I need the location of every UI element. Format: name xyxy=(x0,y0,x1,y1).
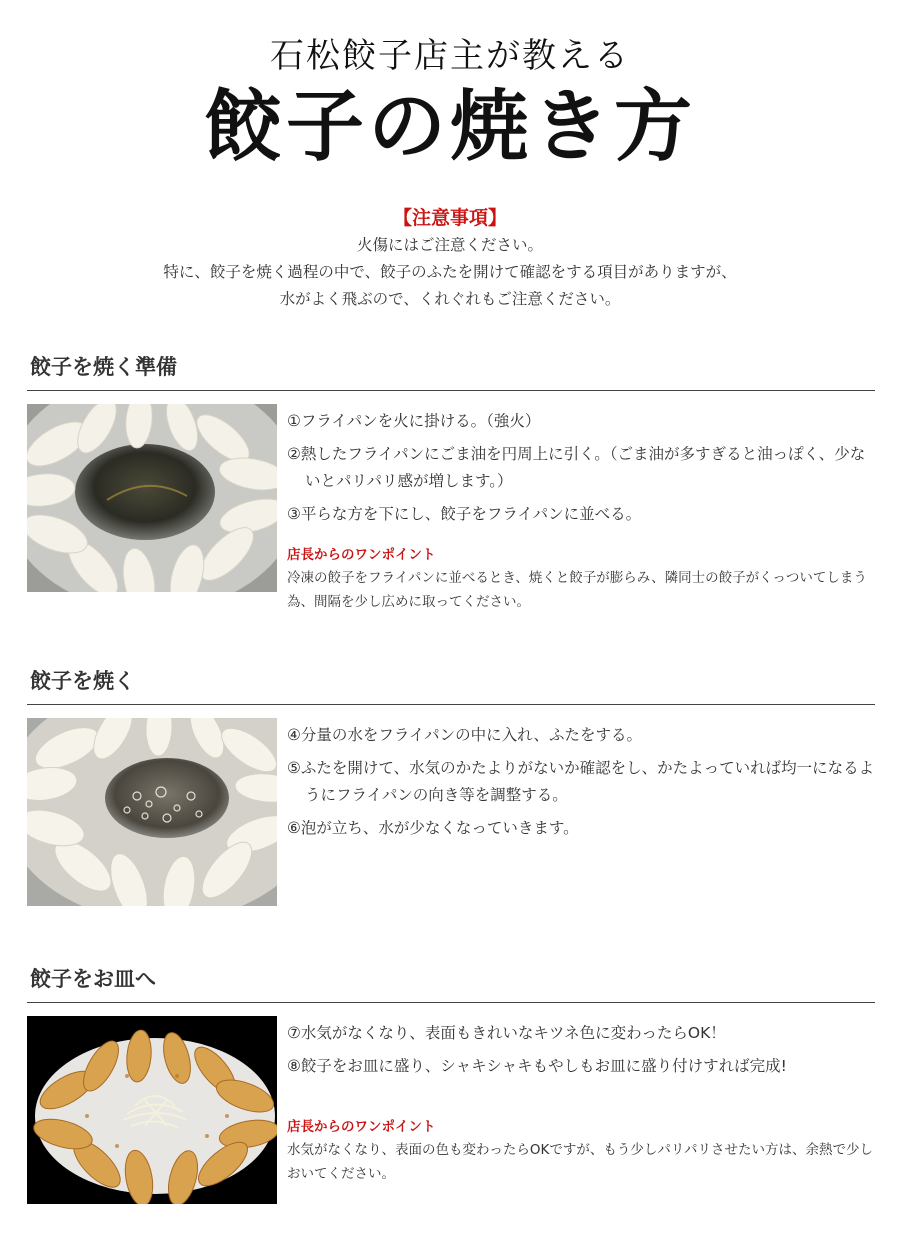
section-text xyxy=(287,408,875,614)
section-divider xyxy=(27,390,875,391)
one-point-title: 店長からのワンポイント xyxy=(287,1119,436,1135)
step-item: ⑦水気がなくなり、表面もきれいなキツネ色に変わったらOK！ xyxy=(287,1024,726,1042)
caution-line: 火傷にはご注意ください。 xyxy=(356,236,543,254)
gyoza-pan-steaming-photo xyxy=(27,718,277,906)
section-title: 餃子を焼く準備 xyxy=(30,355,177,379)
section-text xyxy=(287,722,875,848)
caution-title: 【注意事項】 xyxy=(392,207,507,229)
section-cooking xyxy=(27,666,875,837)
section-divider xyxy=(27,1002,875,1003)
page-subtitle: 石松餃子店主が教える xyxy=(270,36,630,76)
caution-line: 特に、餃子を焼く過程の中で、餃子のふたを開けて確認をする項目がありますが、 xyxy=(163,263,737,281)
section-preparation xyxy=(27,352,875,610)
one-point-text: 水気がなくなり、表面の色も変わったらOKですが、もう少しパリパリさせたい方は、余熱で少しおいてください。 xyxy=(287,1142,873,1182)
one-point-text: 冷凍の餃子をフライパンに並べるとき、焼くと餃子が膨らみ、隣同士の餃子がくっついてしまう為、間隔を少し広めに取ってください。 xyxy=(287,570,867,610)
step-item: ⑤ふたを開けて、水気のかたよりがないか確認をし、かたよっていれば均一になるようにフライパンの向き等を調整する。 xyxy=(287,759,875,804)
gyoza-plate-photo xyxy=(27,1016,277,1204)
section-title: 餃子をお皿へ xyxy=(30,967,156,991)
caution-block xyxy=(0,204,900,313)
page-title: 餃子の焼き方 xyxy=(203,81,696,172)
step-item: ①フライパンを火に掛ける。（強火） xyxy=(287,412,541,430)
step-item: ②熱したフライパンにごま油を円周上に引く。（ごま油が多すぎると油っぽく、少ないとパリパリ感が増します。） xyxy=(287,445,866,490)
section-divider xyxy=(27,704,875,705)
one-point-title: 店長からのワンポイント xyxy=(287,547,436,563)
section-text xyxy=(287,1020,875,1186)
step-item: ⑧餃子をお皿に盛り、シャキシャキもやしもお皿に盛り付けすれば完成! xyxy=(287,1057,787,1075)
section-title: 餃子を焼く xyxy=(30,669,135,693)
gyoza-pan-raw-photo xyxy=(27,404,277,592)
step-item: ③平らな方を下にし、餃子をフライパンに並べる。 xyxy=(287,505,642,523)
step-item: ④分量の水をフライパンの中に入れ、ふたをする。 xyxy=(287,726,643,744)
section-plating xyxy=(27,964,875,1182)
step-item: ⑥泡が立ち、水が少なくなっていきます。 xyxy=(287,819,579,837)
caution-line: 水がよく飛ぶので、くれぐれもご注意ください。 xyxy=(279,290,621,308)
